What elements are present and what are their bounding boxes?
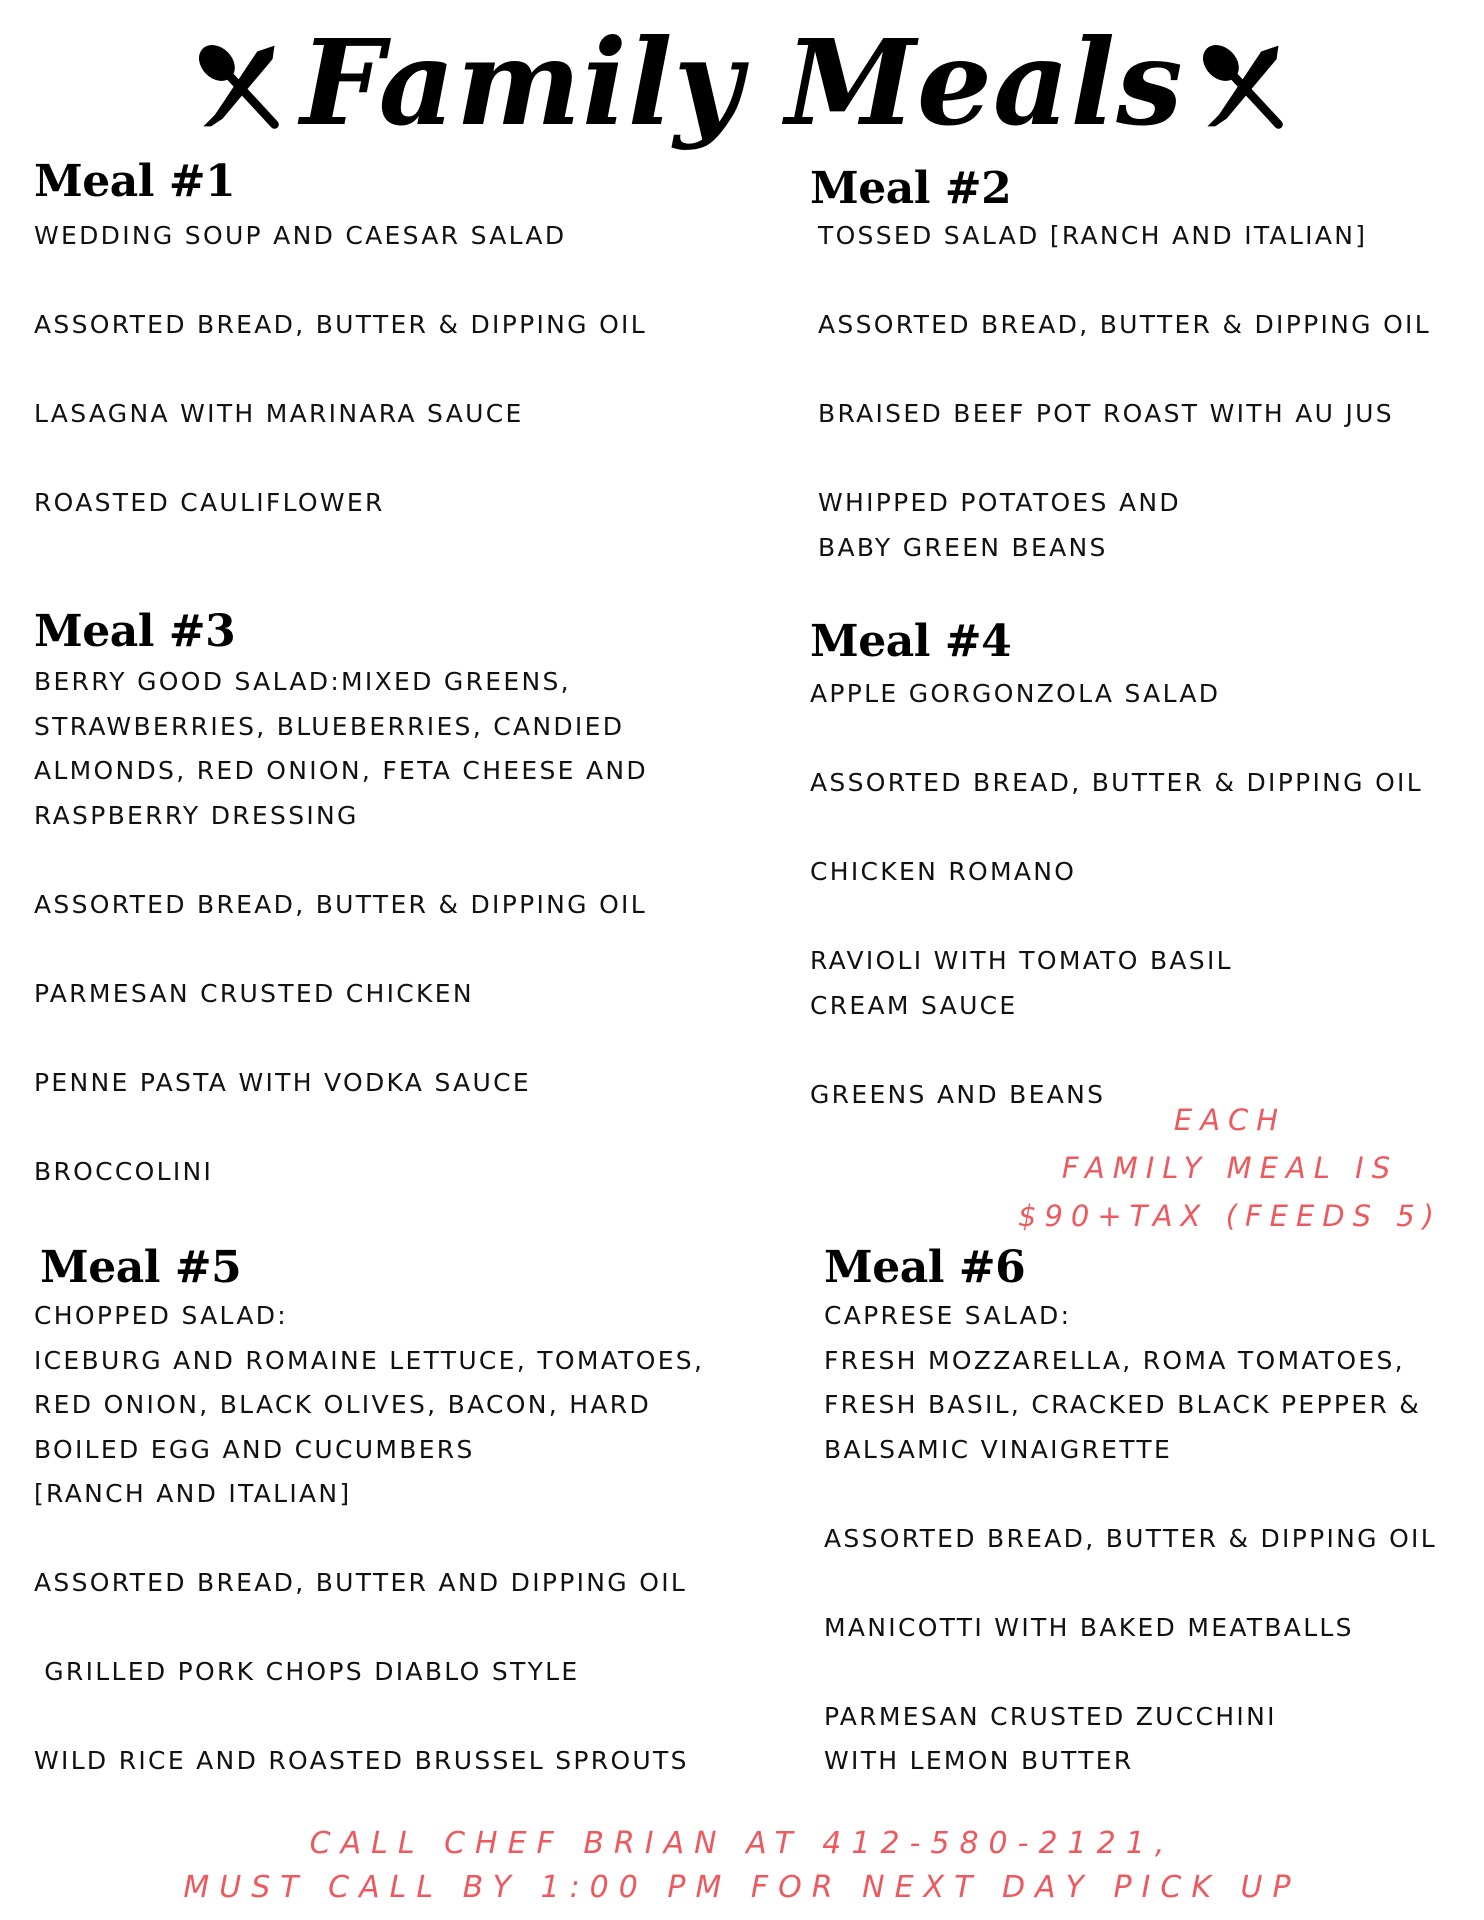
menu-item-line: RASPBERRY DRESSING [34, 800, 359, 830]
menu-item [810, 672, 1423, 717]
menu-item-line: ASSORTED BREAD, BUTTER & DIPPING OIL [34, 889, 647, 919]
menu-item [34, 392, 647, 437]
menu-item-line: RAVIOLI WITH TOMATO BASIL [810, 946, 1233, 975]
price-note [1010, 1096, 1450, 1240]
spoon-knife-icon [1194, 38, 1290, 134]
menu-item-line: ALMONDS, RED ONION, FETA CHEESE AND [34, 756, 648, 785]
page-title: Family Meals [300, 13, 1184, 152]
menu-item-line: BERRY GOOD SALAD:MIXED GREENS, [34, 667, 571, 696]
menu-item [34, 481, 647, 526]
menu-item-line: ASSORTED BREAD, BUTTER & DIPPING OIL [818, 310, 1431, 339]
menu-item-line: LASAGNA WITH MARINARA SAUCE [34, 399, 524, 428]
menu-item [824, 1606, 1437, 1651]
menu-item-line: BALSAMIC VINAIGRETTE [824, 1434, 1173, 1464]
meal-3 [34, 606, 648, 1239]
menu-item-line: ROASTED CAULIFLOWER [34, 488, 385, 517]
menu-item [818, 214, 1431, 259]
meal-heading: Meal #5 [40, 1242, 242, 1293]
menu-item [34, 1294, 704, 1517]
menu-item-line: MANICOTTI WITH BAKED MEATBALLS [824, 1612, 1354, 1642]
menu-item [34, 883, 648, 928]
menu-item-line: PENNE PASTA WITH VODKA SAUCE [34, 1067, 531, 1097]
menu-item [34, 1739, 704, 1784]
price-line: EACH [1173, 1103, 1287, 1137]
menu-item-line: FRESH BASIL, CRACKED BLACK PEPPER & [824, 1390, 1422, 1419]
menu-item-line: ICEBURG AND ROMAINE LETTUCE, TOMATOES, [34, 1345, 705, 1375]
menu-item [818, 481, 1431, 570]
meal-heading: Meal #6 [824, 1242, 1026, 1293]
menu-item-line: BRAISED BEEF POT ROAST WITH AU JUS [818, 399, 1394, 428]
menu-item [810, 761, 1423, 806]
menu-item-line: ASSORTED BREAD, BUTTER AND DIPPING OIL [34, 1568, 688, 1597]
contact-footer [0, 1822, 1484, 1910]
menu-item-line: CAPRESE SALAD: [824, 1301, 1072, 1330]
menu-item-line: WITH LEMON BUTTER [824, 1746, 1134, 1775]
menu-item-line: BOILED EGG AND CUCUMBERS [34, 1434, 475, 1464]
menu-item-line: CHICKEN ROMANO [810, 857, 1077, 886]
menu-item [34, 1650, 704, 1695]
menu-item-line: STRAWBERRIES, BLUEBERRIES, CANDIED [34, 711, 625, 741]
menu-item-line: GRILLED PORK CHOPS DIABLO STYLE [34, 1657, 580, 1686]
menu-item-line: [RANCH AND ITALIAN] [34, 1479, 352, 1508]
menu-item [34, 303, 647, 348]
price-line: FAMILY MEAL IS [1061, 1151, 1399, 1185]
menu-item-line: PARMESAN CRUSTED CHICKEN [34, 978, 474, 1008]
menu-item-line: WILD RICE AND ROASTED BRUSSEL SPROUTS [34, 1746, 689, 1775]
meal-heading: Meal #2 [810, 163, 1012, 214]
meal-6 [824, 1242, 1437, 1828]
meal-heading: Meal #1 [34, 156, 236, 207]
menu-item-line: PARMESAN CRUSTED ZUCCHINI [824, 1701, 1277, 1731]
menu-item-line: FRESH MOZZARELLA, ROMA TOMATOES, [824, 1345, 1405, 1375]
menu-item-line: WEDDING SOUP AND CAESAR SALAD [34, 221, 567, 250]
menu-item-line: ASSORTED BREAD, BUTTER & DIPPING OIL [810, 768, 1423, 797]
footer-line: CALL CHEF BRIAN AT 412-580-2121, [309, 1826, 1175, 1861]
menu-item [34, 972, 648, 1017]
menu-item [818, 303, 1431, 348]
menu-item [34, 1150, 648, 1195]
menu-item [810, 939, 1423, 1028]
menu-item-line: RED ONION, BLACK OLIVES, BACON, HARD [34, 1390, 652, 1419]
meal-heading: Meal #4 [810, 616, 1012, 667]
menu-item [824, 1294, 1437, 1472]
meal-2 [810, 163, 1431, 615]
menu-item-line: ASSORTED BREAD, BUTTER & DIPPING OIL [824, 1523, 1437, 1553]
menu-item [824, 1517, 1437, 1562]
menu-item-line: CREAM SAUCE [810, 990, 1018, 1020]
menu-item-line: WHIPPED POTATOES AND [818, 488, 1181, 517]
price-line: $90+TAX (FEEDS 5) [1018, 1199, 1442, 1233]
menu-item [818, 392, 1431, 437]
meal-4 [810, 616, 1423, 1162]
menu-item [34, 1061, 648, 1106]
menu-item [824, 1695, 1437, 1784]
meal-1 [34, 156, 647, 570]
footer-line: MUST CALL BY 1:00 PM FOR NEXT DAY PICK UP [183, 1870, 1301, 1905]
menu-item-line: BABY GREEN BEANS [818, 532, 1108, 562]
menu-item-line: CHOPPED SALAD: [34, 1301, 288, 1330]
menu-item-line: TOSSED SALAD [RANCH AND ITALIAN] [818, 221, 1368, 250]
meal-5 [34, 1242, 705, 1828]
menu-item-line: APPLE GORGONZOLA SALAD [810, 679, 1221, 708]
menu-item-line: BROCCOLINI [34, 1156, 214, 1186]
menu-item-line: GREENS AND BEANS [810, 1079, 1106, 1109]
menu-item [34, 1561, 704, 1606]
menu-item [34, 214, 647, 259]
meal-heading: Meal #3 [34, 606, 236, 657]
menu-item [810, 850, 1423, 895]
menu-item-line: ASSORTED BREAD, BUTTER & DIPPING OIL [34, 310, 647, 339]
menu-item [34, 660, 648, 838]
